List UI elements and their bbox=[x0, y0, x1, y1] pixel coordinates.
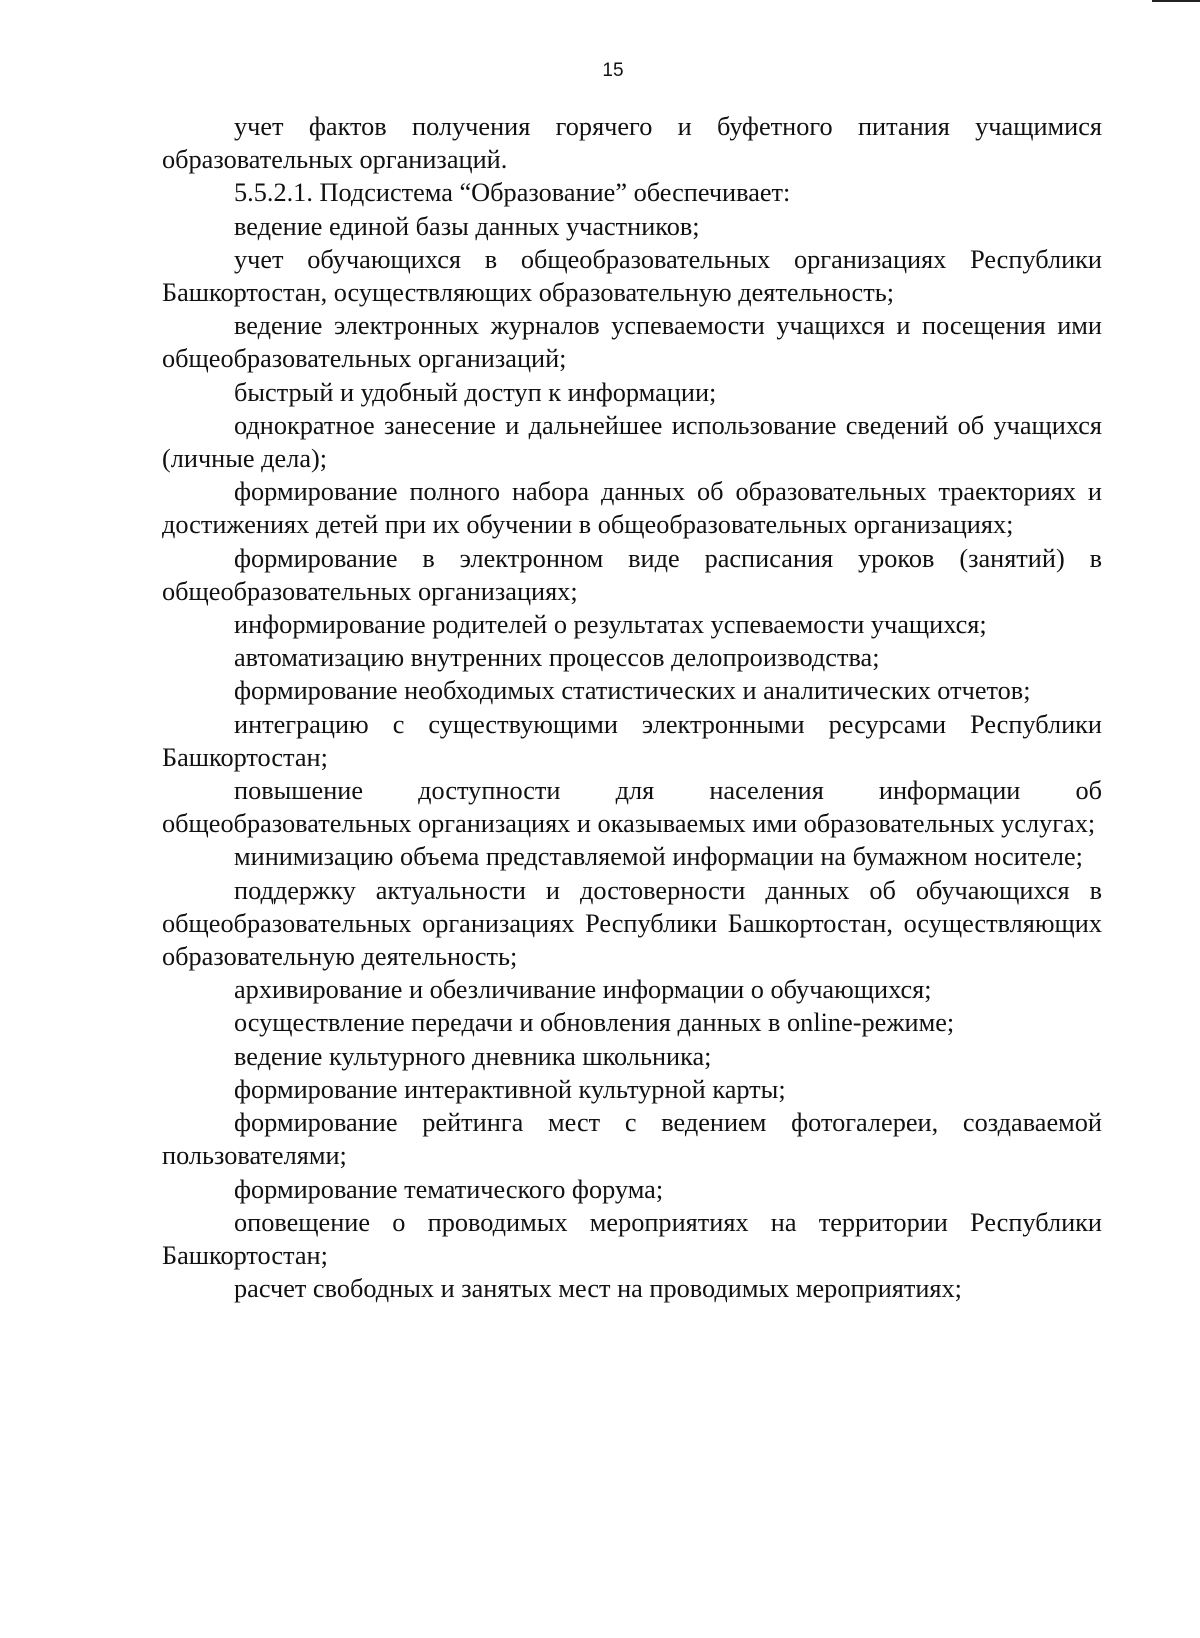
list-item: однократное занесение и дальнейшее использование сведений об учащихся (личные дела); bbox=[162, 410, 1102, 474]
list-item: учет обучающихся в общеобразовательных организациях Республики Башкортостан, осуществляющих образовательную деятельность; bbox=[162, 244, 1102, 308]
list-item: ведение электронных журналов успеваемости учащихся и посещения ими общеобразовательных организаций; bbox=[162, 311, 1102, 374]
list-item: формирование тематического форума; bbox=[234, 1174, 664, 1204]
list-item: автоматизацию внутренних процессов делопроизводства; bbox=[234, 643, 880, 673]
paragraph: учет фактов получения горячего и буфетного питания учащимися образовательных организаций. bbox=[162, 112, 1102, 175]
list-item: формирование полного набора данных об образовательных траекториях и достижениях детей при их обучении в общеобразовательных организациях; bbox=[162, 477, 1102, 540]
list-item: ведение единой базы данных участников; bbox=[234, 211, 700, 241]
list-item: архивирование и обезличивание информации о обучающихся; bbox=[234, 975, 932, 1005]
section-heading: 5.5.2.1. Подсистема “Образование” обеспечивает: bbox=[234, 178, 791, 208]
list-item: повышение доступности для населения информации об общеобразовательных организациях и оказываемых ими образовательных услугах; bbox=[162, 776, 1102, 839]
page-number: 15 bbox=[602, 60, 624, 81]
list-item: формирование рейтинга мест с ведением фотогалереи, создаваемой пользователями; bbox=[162, 1108, 1102, 1171]
list-item: расчет свободных и занятых мест на проводимых мероприятиях; bbox=[234, 1274, 962, 1304]
list-item: оповещение о проводимых мероприятиях на территории Республики Башкортостан; bbox=[162, 1207, 1102, 1270]
scan-corner-mark bbox=[1152, 0, 1200, 6]
document-body bbox=[162, 110, 1102, 1305]
list-item: минимизацию объема представляемой информации на бумажном носителе; bbox=[234, 842, 1083, 872]
list-item: формирование в электронном виде расписания уроков (занятий) в общеобразовательных организациях; bbox=[162, 543, 1102, 606]
list-item: осуществление передачи и обновления данных в online-режиме; bbox=[234, 1008, 955, 1038]
list-item: интеграцию с существующими электронными ресурсами Республики Башкортостан; bbox=[162, 709, 1102, 772]
list-item: поддержку актуальности и достоверности данных об обучающихся в общеобразовательных организациях Республики Башкортостан, осуществляющих образовательную деятельность; bbox=[162, 875, 1102, 972]
list-item: формирование необходимых статистических и аналитических отчетов; bbox=[234, 676, 1031, 706]
list-item: формирование интерактивной культурной карты; bbox=[234, 1074, 786, 1104]
list-item: информирование родителей о результатах успеваемости учащихся; bbox=[234, 610, 987, 640]
list-item: быстрый и удобный доступ к информации; bbox=[234, 377, 717, 407]
list-item: ведение культурного дневника школьника; bbox=[234, 1041, 712, 1071]
